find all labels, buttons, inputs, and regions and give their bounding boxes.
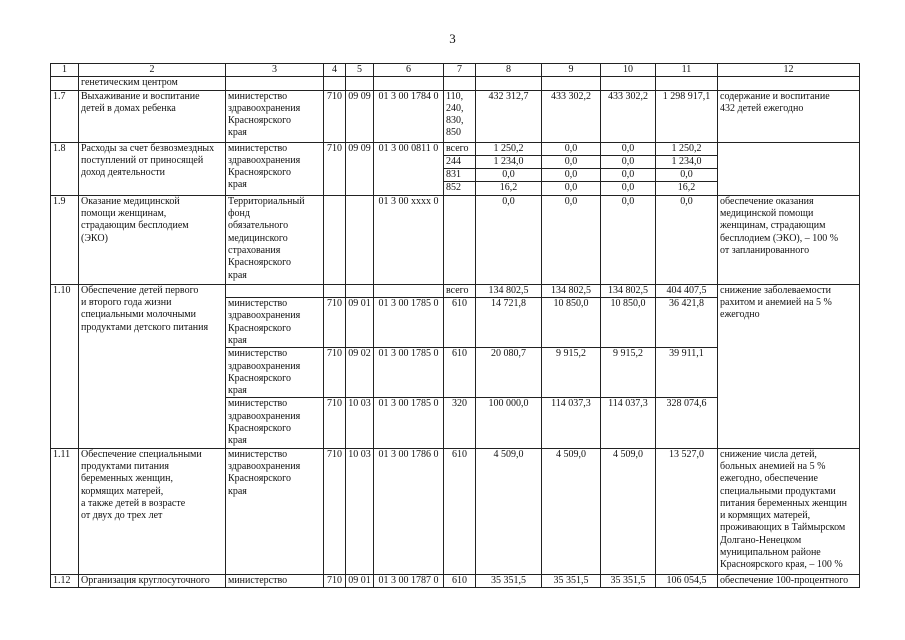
cell-csr: 01 3 00 1786 0 <box>374 448 444 574</box>
cell-year2: 134 802,5 <box>542 284 601 297</box>
cell-year1: 1 250,2 <box>476 142 542 155</box>
cell-total: 404 407,5 <box>656 284 718 297</box>
cell-num: 1.7 <box>51 90 79 142</box>
cell-year3: 35 351,5 <box>601 574 656 587</box>
cell-rzpr <box>346 195 374 284</box>
cell-grbs: 710 <box>324 298 346 348</box>
cell-executor: министерство здравоохранения Красноярского края <box>226 298 324 348</box>
cell-vr: 610 <box>444 348 476 398</box>
cell-total: 36 421,8 <box>656 298 718 348</box>
cell-total: 16,2 <box>656 182 718 195</box>
header-cell: 8 <box>476 64 542 77</box>
cell-grbs: 710 <box>324 348 346 398</box>
cell-year3: 4 509,0 <box>601 448 656 574</box>
cell-total: 1 298 917,1 <box>656 90 718 142</box>
header-row <box>51 64 860 77</box>
cell-total: 13 527,0 <box>656 448 718 574</box>
cell-year1: 0,0 <box>476 195 542 284</box>
cell-csr: 01 3 00 1784 0 <box>374 90 444 142</box>
cell-year2: 9 915,2 <box>542 348 601 398</box>
cell-year2: 114 037,3 <box>542 398 601 448</box>
cell-executor <box>226 77 324 90</box>
cell-year3: 134 802,5 <box>601 284 656 297</box>
cell-rzpr: 09 01 <box>346 298 374 348</box>
cell-rzpr: 10 03 <box>346 398 374 448</box>
cell-executor: министерство <box>226 574 324 587</box>
cell-vr: 852 <box>444 182 476 195</box>
cell-grbs: 710 <box>324 398 346 448</box>
cell-num: 1.12 <box>51 574 79 587</box>
cell-year2 <box>542 77 601 90</box>
cell-executor: министерство здравоохранения Красноярского края <box>226 142 324 195</box>
header-cell: 7 <box>444 64 476 77</box>
cell-total: 328 074,6 <box>656 398 718 448</box>
cell-year2: 0,0 <box>542 195 601 284</box>
cell-name: Оказание медицинской помощи женщинам, страдающим бесплодием (ЭКО) <box>79 195 226 284</box>
table-row <box>51 284 860 297</box>
cell-result: снижение заболеваемости рахитом и анемией на 5 % ежегодно <box>718 284 860 448</box>
cell-result: снижение числа детей, больных анемией на 5 % ежегодно, обеспечение специальными продуктами питания беременных женщин и кормящих матерей, проживающих в Таймырском Долгано-Ненецком муниципальном районе Красноярского края, – 100 % <box>718 448 860 574</box>
cell-year1: 16,2 <box>476 182 542 195</box>
cell-year2: 4 509,0 <box>542 448 601 574</box>
cell-vr <box>444 77 476 90</box>
header-cell: 3 <box>226 64 324 77</box>
cell-rzpr <box>346 77 374 90</box>
cell-name: Организация круглосуточного <box>79 574 226 587</box>
cell-year1: 100 000,0 <box>476 398 542 448</box>
program-table <box>50 63 860 588</box>
cell-vr: 244 <box>444 155 476 168</box>
cell-csr <box>374 284 444 297</box>
cell-vr: 610 <box>444 448 476 574</box>
cell-year1: 1 234,0 <box>476 155 542 168</box>
cell-year1: 432 312,7 <box>476 90 542 142</box>
cell-year2: 10 850,0 <box>542 298 601 348</box>
cell-year1 <box>476 77 542 90</box>
cell-name: генетическим центром <box>79 77 226 90</box>
cell-total <box>656 77 718 90</box>
cell-result: обеспечение 100-процентного <box>718 574 860 587</box>
cell-grbs: 710 <box>324 90 346 142</box>
cell-grbs <box>324 284 346 297</box>
cell-year3: 0,0 <box>601 155 656 168</box>
cell-rzpr: 09 09 <box>346 90 374 142</box>
cell-csr: 01 3 00 1787 0 <box>374 574 444 587</box>
cell-year3: 0,0 <box>601 169 656 182</box>
cell-name: Выхаживание и воспитание детей в домах ребенка <box>79 90 226 142</box>
cell-csr: 01 3 00 0811 0 <box>374 142 444 195</box>
cell-grbs <box>324 195 346 284</box>
cell-vr: 610 <box>444 298 476 348</box>
cell-vr: 110, 240, 830, 850 <box>444 90 476 142</box>
cell-result <box>718 142 860 195</box>
cell-year3: 0,0 <box>601 142 656 155</box>
cell-total: 0,0 <box>656 169 718 182</box>
cell-num: 1.8 <box>51 142 79 195</box>
cell-result <box>718 77 860 90</box>
cell-csr: 01 3 00 1785 0 <box>374 348 444 398</box>
header-cell: 12 <box>718 64 860 77</box>
cell-num <box>51 77 79 90</box>
cell-executor: министерство здравоохранения Красноярского края <box>226 398 324 448</box>
cell-csr: 01 3 00 1785 0 <box>374 298 444 348</box>
header-cell: 10 <box>601 64 656 77</box>
cell-num: 1.11 <box>51 448 79 574</box>
cell-year1: 134 802,5 <box>476 284 542 297</box>
cell-executor: министерство здравоохранения Красноярского края <box>226 448 324 574</box>
cell-name: Обеспечение детей первого и второго года жизни специальными молочными продуктами детского питания <box>79 284 226 448</box>
cell-csr <box>374 77 444 90</box>
table-row <box>51 142 860 155</box>
cell-total: 1 234,0 <box>656 155 718 168</box>
cell-vr <box>444 195 476 284</box>
cell-rzpr <box>346 284 374 297</box>
header-cell: 2 <box>79 64 226 77</box>
cell-year1: 4 509,0 <box>476 448 542 574</box>
cell-year2: 433 302,2 <box>542 90 601 142</box>
cell-vr: всего <box>444 142 476 155</box>
cell-name: Обеспечение специальными продуктами питания беременных женщин, кормящих матерей, а также детей в возрасте от двух до трех лет <box>79 448 226 574</box>
table-row <box>51 195 860 284</box>
cell-year3: 114 037,3 <box>601 398 656 448</box>
cell-grbs <box>324 77 346 90</box>
cell-executor: министерство здравоохранения Красноярского края <box>226 348 324 398</box>
cell-grbs: 710 <box>324 574 346 587</box>
cell-year1: 35 351,5 <box>476 574 542 587</box>
header-cell: 1 <box>51 64 79 77</box>
cell-rzpr: 09 09 <box>346 142 374 195</box>
page-number: 3 <box>449 31 456 46</box>
cell-year2: 0,0 <box>542 169 601 182</box>
cell-year2: 35 351,5 <box>542 574 601 587</box>
cell-year3: 0,0 <box>601 195 656 284</box>
header-cell: 4 <box>324 64 346 77</box>
cell-total: 0,0 <box>656 195 718 284</box>
cell-year3: 10 850,0 <box>601 298 656 348</box>
header-cell: 6 <box>374 64 444 77</box>
table-row <box>51 448 860 574</box>
cell-vr: всего <box>444 284 476 297</box>
cell-executor: министерство здравоохранения Красноярского края <box>226 90 324 142</box>
cell-year2: 0,0 <box>542 182 601 195</box>
cell-year3: 9 915,2 <box>601 348 656 398</box>
cell-num: 1.10 <box>51 284 79 448</box>
cell-vr: 610 <box>444 574 476 587</box>
table-row <box>51 90 860 142</box>
cell-rzpr: 10 03 <box>346 448 374 574</box>
cell-year2: 0,0 <box>542 142 601 155</box>
cell-rzpr: 09 01 <box>346 574 374 587</box>
cell-year1: 14 721,8 <box>476 298 542 348</box>
cell-executor <box>226 284 324 297</box>
cell-year2: 0,0 <box>542 155 601 168</box>
cell-vr: 831 <box>444 169 476 182</box>
cell-year3: 433 302,2 <box>601 90 656 142</box>
cell-executor: Территориальный фонд обязательного медицинского страхования Красноярского края <box>226 195 324 284</box>
cell-year3: 0,0 <box>601 182 656 195</box>
table-row <box>51 574 860 587</box>
cell-result: содержание и воспитание 432 детей ежегодно <box>718 90 860 142</box>
cell-vr: 320 <box>444 398 476 448</box>
table-row <box>51 77 860 90</box>
cell-total: 106 054,5 <box>656 574 718 587</box>
cell-rzpr: 09 02 <box>346 348 374 398</box>
cell-num: 1.9 <box>51 195 79 284</box>
cell-grbs: 710 <box>324 142 346 195</box>
header-cell: 5 <box>346 64 374 77</box>
cell-year3 <box>601 77 656 90</box>
cell-name: Расходы за счет безвозмездных поступлений от приносящей доход деятельности <box>79 142 226 195</box>
header-cell: 11 <box>656 64 718 77</box>
cell-year1: 0,0 <box>476 169 542 182</box>
cell-year1: 20 080,7 <box>476 348 542 398</box>
cell-total: 1 250,2 <box>656 142 718 155</box>
cell-result: обеспечение оказания медицинской помощи женщинам, страдающим бесплодием (ЭКО), – 100 % от запланированного <box>718 195 860 284</box>
cell-total: 39 911,1 <box>656 348 718 398</box>
cell-csr: 01 3 00 xxxx 0 <box>374 195 444 284</box>
header-cell: 9 <box>542 64 601 77</box>
cell-grbs: 710 <box>324 448 346 574</box>
cell-csr: 01 3 00 1785 0 <box>374 398 444 448</box>
